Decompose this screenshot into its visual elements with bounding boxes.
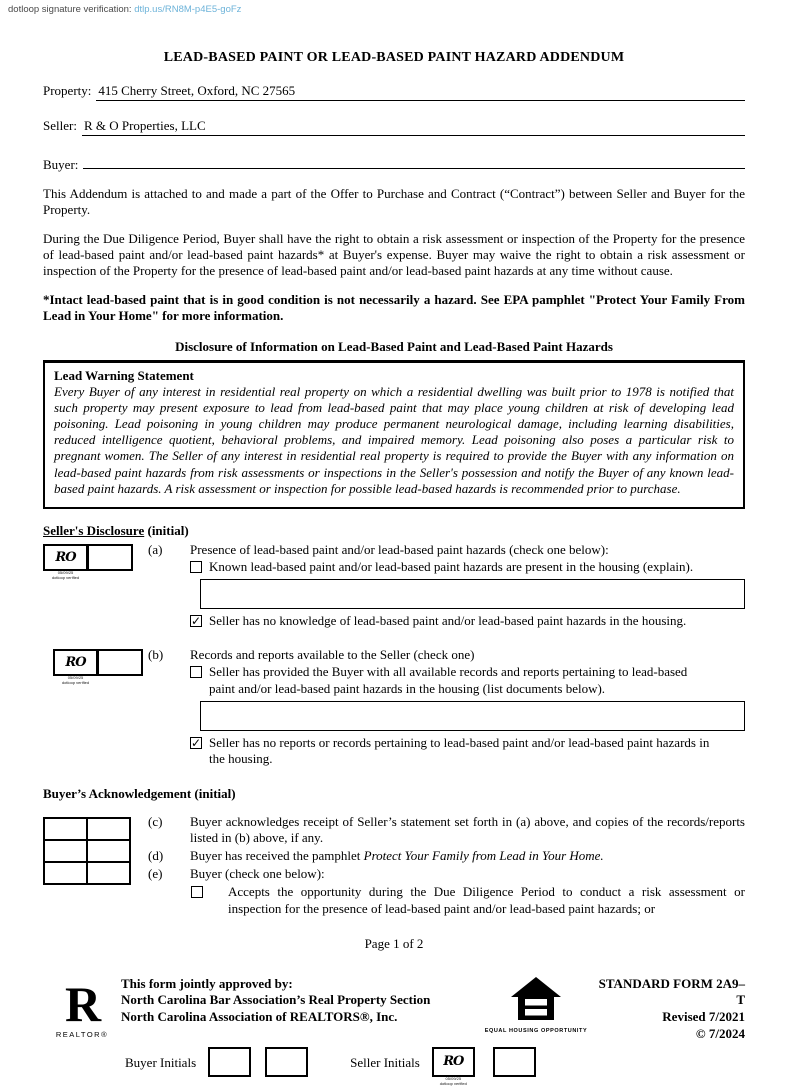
- realtor-logo: [43, 976, 121, 1044]
- lead-warning-body: Every Buyer of any interest in residential real property on which a residential dwelling was built prior to 1978 is notified that such property may present exposure to lead from lead-based paint that may place young children at risk of developing lead poisoning. Lead poisoning in young children may produce permanent neurological damage, including learning disabilities, reduced intelligence quotient, behavioral problems, and impaired memory. Lead poisoning also poses a particular risk to pregnant women. The Seller of any interest in residential real property is required to provide the Buyer with any information on lead-based paint hazards from risk assessments or inspections in the Seller's possession and notify the Buyer of any known lead-based paint hazards. A risk assessment or inspection for possible lead-based hazards is recommended prior to purchase.: [54, 384, 734, 496]
- checkbox-records-provided-label: Seller has provided the Buyer with all available records and reports pertaining to lead-based paint and/or lead-based paint hazards in the housing (list documents below).: [209, 664, 688, 696]
- item-a-line1: Presence of lead-based paint and/or lead-based paint hazards (check one below):: [190, 541, 609, 557]
- disclosure-section-heading: Disclosure of Information on Lead-Based Paint and Lead-Based Paint Hazards: [175, 338, 613, 354]
- item-a-seller-initial-stamp[interactable]: RO: [43, 544, 88, 571]
- item-d-label: (d): [148, 848, 164, 864]
- checkbox-accepts-opportunity-label: Accepts the opportunity during the Due Diligence Period to conduct a risk assessment or inspection for the presence of lead-based paint and/or lead-based paint hazards; or: [228, 884, 745, 916]
- buyer-initial-box-c1[interactable]: [44, 818, 87, 840]
- buyer-initial-box-c2[interactable]: [87, 818, 130, 840]
- item-a-explain-input[interactable]: [200, 579, 745, 609]
- item-e-label: (e): [148, 865, 163, 881]
- buyer-initials-label: Buyer Initials: [125, 1055, 197, 1071]
- checkbox-no-reports[interactable]: [190, 737, 202, 749]
- form-revised: Revised 7/2021: [662, 1009, 745, 1025]
- jointly-approved-text: [121, 976, 481, 1044]
- buyers-acknowledgement-heading: Buyer’s Acknowledgement (initial): [43, 785, 236, 801]
- addendum-intro-paragraph: This Addendum is attached to and made a part of the Offer to Purchase and Contract (“Contract”) between Seller and Buyer for the Property.: [43, 186, 745, 217]
- sellers-disclosure-heading-underlined: Seller's Disclosure: [43, 522, 145, 538]
- item-a-label: (a): [148, 541, 163, 557]
- seller-initials-label: Seller Initials: [350, 1055, 420, 1071]
- seller-label: Seller:: [43, 118, 77, 133]
- seller-initials-stamp-wrap: [432, 1047, 475, 1086]
- form-copyright: © 7/2024: [695, 1026, 745, 1042]
- approved-line-3: North Carolina Association of REALTORS®, Inc.: [121, 1009, 398, 1025]
- dotloop-verification-bar: [8, 4, 241, 15]
- seller-initials-stamp-verification-text: 05/09/25 dotloop verified: [439, 1076, 467, 1086]
- verification-link[interactable]: dtlp.us/RN8M-p4E5-goFz: [134, 4, 242, 15]
- checkbox-no-reports-label: Seller has no reports or records pertaining to lead-based paint and/or lead-based paint hazards in the housing.: [209, 734, 710, 767]
- item-e-text: Buyer (check one below):: [190, 865, 325, 881]
- realtor-logo-caption: REALTOR®: [55, 1029, 109, 1039]
- page-footer: [43, 976, 745, 1044]
- initials-row: [125, 1047, 745, 1086]
- document-title: LEAD-BASED PAINT OR LEAD-BASED PAINT HAZARD ADDENDUM: [163, 50, 625, 65]
- item-b-line1: Records and reports available to the Seller (check one): [190, 646, 475, 662]
- item-b-explain-input[interactable]: [200, 701, 745, 731]
- item-c-text: Buyer acknowledges receipt of Seller’s statement set forth in (a) above, and copies of the records/reports listed in (b) above, if any.: [190, 813, 745, 846]
- buyer-ack-item-e-option: [148, 884, 745, 917]
- item-c-label: (c): [148, 813, 163, 829]
- item-a-stamp-verification-text: 05/09/25 dotloop verified: [51, 569, 80, 580]
- property-input[interactable]: 415 Cherry Street, Oxford, NC 27565: [96, 83, 745, 101]
- equal-housing-caption: EQUAL HOUSING OPPORTUNITY: [484, 1027, 588, 1034]
- checkbox-known-lead-paint-label: Known lead-based paint and/or lead-based paint hazards are present in the housing (explain).: [209, 559, 694, 575]
- pamphlet-title: Protect Your Family from Lead in Your Home.: [363, 848, 604, 864]
- seller-initials-stamp[interactable]: RO: [432, 1047, 475, 1077]
- buyer-initial-box-d2[interactable]: [87, 840, 130, 862]
- lead-warning-box: [43, 360, 745, 509]
- seller-field-row: [43, 118, 745, 136]
- equal-housing-house-icon: [510, 976, 562, 1022]
- realtor-r-icon: R: [64, 975, 100, 1032]
- intact-paint-note: *Intact lead-based paint that is in good condition is not necessarily a hazard. See EPA pamphlet "Protect Your Family From Lead in Your Home" for more information.: [43, 291, 745, 323]
- property-label: Property:: [43, 83, 92, 98]
- item-a-empty-initial-box[interactable]: [88, 544, 133, 571]
- item-b-stamp-verification-text: 05/09/25 dotloop verified: [61, 674, 90, 685]
- seller-disclosure-item-a: [43, 542, 745, 630]
- checkbox-records-provided[interactable]: [190, 666, 202, 678]
- due-diligence-paragraph: During the Due Diligence Period, Buyer shall have the right to obtain a risk assessment or inspection of the Property for the presence of lead-based paint and/or lead-based paint hazards* at Buyer's expense. Buyer may waive the right to obtain a risk assessment or inspection of the Property for the presence of lead-based paint and/or lead-based paint hazards at any time without cause.: [43, 230, 745, 278]
- buyer-initial-box-d1[interactable]: [44, 840, 87, 862]
- buyer-label: Buyer:: [43, 157, 79, 172]
- buyer-initials-box-2[interactable]: [265, 1047, 308, 1077]
- buyer-ack-item-d: [148, 848, 745, 865]
- buyers-acknowledgement-block: [43, 814, 745, 918]
- item-b-empty-initial-box[interactable]: [98, 649, 143, 676]
- seller-disclosure-item-b: [43, 647, 745, 768]
- property-field-row: [43, 83, 745, 101]
- buyer-initial-box-e2[interactable]: [87, 862, 130, 884]
- checkbox-accepts-opportunity[interactable]: [191, 886, 203, 898]
- verification-label: dotloop signature verification:: [8, 4, 132, 15]
- lead-warning-heading: Lead Warning Statement: [54, 367, 194, 383]
- buyer-initials-box-1[interactable]: [208, 1047, 251, 1077]
- checkbox-known-lead-paint[interactable]: [190, 561, 202, 573]
- buyer-input[interactable]: [83, 153, 745, 169]
- buyer-ack-item-c: [148, 814, 745, 847]
- checkbox-no-knowledge-label: Seller has no knowledge of lead-based paint and/or lead-based paint hazards in the housing.: [209, 613, 687, 629]
- approved-line-1: This form jointly approved by:: [121, 975, 293, 991]
- item-b-label: (b): [148, 646, 164, 662]
- buyer-initial-box-e1[interactable]: [44, 862, 87, 884]
- item-b-initials: [43, 647, 148, 768]
- form-info: [591, 976, 745, 1044]
- buyer-field-row: [43, 153, 745, 173]
- item-d-text: Buyer has received the pamphlet Protect Your Family from Lead in Your Home.: [190, 848, 604, 864]
- checkbox-no-knowledge[interactable]: [190, 615, 202, 627]
- seller-initials-box-2[interactable]: [493, 1047, 536, 1077]
- page-number: Page 1 of 2: [364, 935, 424, 951]
- seller-input[interactable]: R & O Properties, LLC: [82, 118, 745, 136]
- equal-housing-logo: [481, 976, 591, 1044]
- form-name: STANDARD FORM 2A9–T: [598, 975, 745, 1008]
- sellers-disclosure-heading: [43, 523, 745, 539]
- item-a-initials: [43, 542, 148, 630]
- buyer-ack-item-e: [148, 866, 745, 883]
- approved-line-2: North Carolina Bar Association’s Real Property Section: [121, 992, 431, 1008]
- sellers-disclosure-heading-rest: (initial): [144, 522, 189, 538]
- item-b-seller-initial-stamp[interactable]: RO: [53, 649, 98, 676]
- buyer-initials-grid: [43, 814, 148, 918]
